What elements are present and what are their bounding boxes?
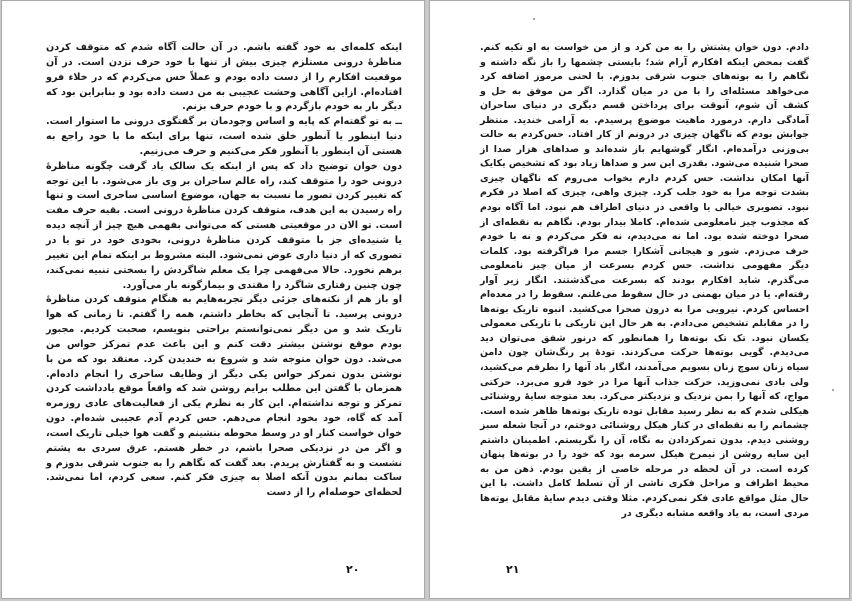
scan-speck (832, 389, 834, 391)
paragraph: اینکه کلمه‌ای به خود گفته باشم. در آن حالت آگاه شدم که متوقف کردن مناظرهٔ درونی مستلزم چیزی بیش از تنها با خود حرف نزدن است. در آن موقعیت افکارم را از دست داده بودم و عملاً حس می‌کردم که در خلاء فرو افتاده‌ام. ازاین آگاهی وحشت عجیبی به من دست داده بود و بنابراین بود که دیگر بار به خودم بازگردم و با خودم حرف بزنم. (46, 42, 402, 113)
right-page (430, 1, 849, 598)
scan-speck (533, 18, 535, 20)
page-number: ۲۱ (506, 563, 520, 576)
paragraph: دادم. دون خوان پشتش را به من کرد و از من خواست به او تکیه کنم. گفت بمحض اینکه افکارم آرام شد؛ بایستی چشمها را باز نگه داشته و نگاهم را به بوته‌های جنوب شرقی بدوزم. با لحنی مرموز اضافه کرد می‌خواهد مسئله‌ای را با من در میان گذارد. اگر من موفق به حل و کشف آن شوم، آنوقت برای پرداختن قسم دیگری در دنیای ساحران آمادگی دارم. درمورد ماهیت موضوع پرسیدم. به آرامی خندید. منتظر جوابش بودم که ناگهان چیزی در درونم از کار افتاد. حس‌کردم به حالت بی‌وزنی درآمده‌ام. انگار گوشهایم باز شده‌اند و صداهای هزار صدا از صحرا شنیده می‌شود. بقدری این سر و صداها زیاد بود که تشخیص یکایک آنها امکان نداشت. حس کردم دارم بخواب می‌روم که ناگهان چیزی بشدت توجه مرا به خود جلب کرد. چیزی واهی، چیزی که اصلا در فکرم نبود. تصویری خیالی یا واقعی در دنیای اطراف هم نبود. اما آگاه بودم که مجذوب چیز نامعلومی شده‌ام. کاملا بیدار بودم. نگاهم به نقطه‌ای از صحرا دوخته شده بود. اما نه می‌دیدم، نه فکر می‌کردم و نه با خودم حرف می‌زدم. شور و هیجانی آشکارا جسم مرا فراگرفته بود. کلمات دیگر مفهومی نداشت. حس کردم بسرعت از میان چیز نامعلومی می‌گذرم. شاید افکارم بودند که بسرعت می‌گذشتند. انگار زیر آوار رفته‌ام. یا در میان بهمنی در حال سقوط می‌غلتم. سقوط را در معده‌ام احساس کردم. نیرویی مرا به درون صحرا می‌کشید. انبوه تاریک بوته‌ها را در مقابلم تشخیص می‌دادم. به هر حال این تاریکی با تاریکی معمولی یکسان نبود. تک تک بوته‌ها را همانطور که درنور شفق می‌توان دید می‌دیدم. گویی بوته‌ها حرکت می‌کردند. تودهٔ پر رنگ‌شان چون دامن سیاه زنان سوچ زنان بسویم می‌آمدند، انگار باد آنها را بطرفم می‌کشید، ولی بادی نمی‌وزید. حرکت جذاب آنها مرا در خود فرو می‌برد. حرکتی مواج، که آنها را بمن نزدیک و نزدیکتر می‌کرد. بعد متوجه سایهٔ روشنائی هیکلی شدم که به نظر رسید مقابل توده تاریک بوته‌ها ظاهر شده است. چشمانم را به نقطه‌ای در کنار هیکل روشنائی دوختم، در آنجا شعله سبز روشنی دیدم. بدون تمرکزدادن به نگاه، آن را نگریستم. اطمینان داشتم این سایه روشن از نیمرخ هیکل سرمه بود که خود را در بوته‌ها پنهان کرده است. در آن لحظه در مرحله خاصی از یقین بودم. ذهن من به محیط اطراف و مراحل فکری ناشی از آن تسلط کامل داشت. با این حال مثل مواقع عادی فکر نمی‌کردم. مثلا وقتی دیدم سایهٔ مقابل بوته‌ها مردی است، به یاد واقعه مشابه دیگری در (480, 42, 809, 519)
paragraph: دون خوان توضیح داد که پس از اینکه یک سالک یاد گرفت چگونه مناظرهٔ درونی خود را متوقف کند، راه عالم ساحران بر وی باز می‌شود. با این توجه که تغییر کردن تصور ما نسبت به جهان، موضوع اساسی ساحری است و تنها راه رسیدن به این هدف، متوقف کردن مناظرهٔ درونی است. بقیه حرف مفت است. تو الان در موقعیتی هستی که می‌توانی بفهمی هیچ چیز از آنچه دیده یا شنیده‌ای جز با متوقف کردن مناظرهٔ درونی، بخودی خود در تو یا در تصوری که از دنیا داری عوض نمی‌شود. البته مشروط بر اینکه تمام این تغییر برهم نخورد. حالا می‌فهمی چرا یک معلم شاگردش را بسختی تنبیه نمی‌کند، چون چنین رفتاری شاگرد را مقتدی و بیمارگونه بار می‌آورد. (46, 160, 402, 291)
paragraph: ــ به تو گفته‌ام که پایه و اساس وجودمان بر گفتگوی درونی ما استوار است. دنیا اینطور یا آنطور خلق شده است، تنها برای اینکه ما با خود راجع به هستی آن اینطور یا آنطور فکر می‌کنیم و حرف می‌زنیم. (46, 116, 402, 157)
left-page (2, 1, 424, 598)
right-page-text (480, 41, 809, 538)
paragraph: او باز هم از نکته‌های جزئی دیگر تجربه‌هایم به هنگام متوقف کردن مناظرهٔ درونی پرسید. تا آنجایی که بخاطر داشتم، همه را گفتم. تا زمانی که هوا تاریک شد و من دیگر نمی‌توانستم براحتی بنویسم، صحبت کردیم. مجبور بودم موقع نوشتن بیشتر دقت کنم و این باعث عدم تمرکز حواس من می‌شد. دون خوان متوجه شد و شروع به خندیدن کرد. معتقد بود که من با نوشتن بدون تمرکز حواس یکی دیگر از وظایف ساحری را انجام داده‌ام. همزمان با گفتن این مطلب برایم روشن شد که واقعاً موقع یادداشت کردن تمرکز و توجه نداشته‌ام. این کار به نظرم یکی از فعالیت‌های عادی روزمره آمد که گاه، خود بخود انجام می‌دهم. حس کردم آدم عجیبی شده‌ام. دون خوان خواست کنار او در وسط محوطه بنشینم و گفت هوا خیلی تاریک است، و اگر من در نزدیکی صحرا باشم، در خطر هستم. عرق سردی به پشتم نشست و به گفتارش پریدم. بعد گفت که نگاهم را به جنوب شرقی بدوزم و ساکت بمانم بدون آنکه اصلا به چیزی فکر کنم. سعی کردم، اما نمی‌شد. لحظه‌ای حوصله‌ام را از دست (46, 294, 402, 499)
page-number: ۲۰ (346, 563, 360, 576)
left-page-text (46, 41, 402, 538)
